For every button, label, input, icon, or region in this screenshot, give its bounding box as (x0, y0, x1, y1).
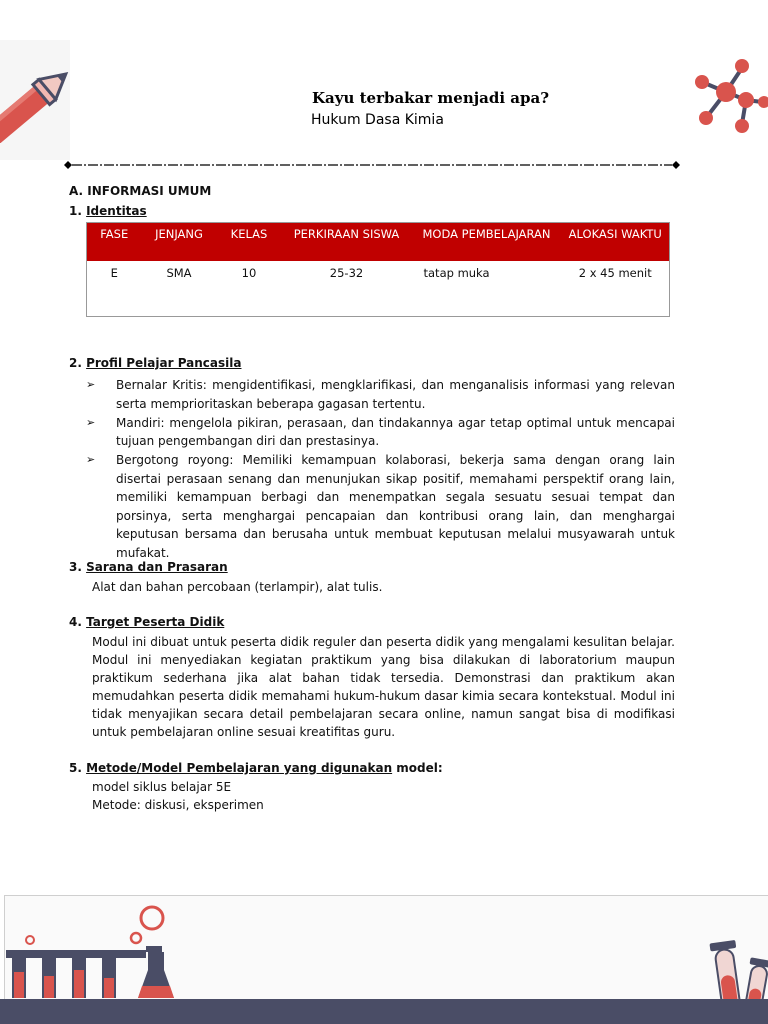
metode-number: 5. (69, 761, 87, 775)
sarana-number: 3. (69, 560, 87, 574)
header-band (0, 0, 768, 160)
identitas-heading (69, 204, 147, 218)
profil-heading (69, 356, 241, 370)
divider-line (64, 160, 680, 170)
section-a-title: A. INFORMASI UMUM (69, 184, 212, 198)
target-number: 4. (69, 615, 87, 629)
target-heading (69, 615, 224, 629)
cell-moda-pembelajaran: tatap muka (423, 265, 490, 280)
col-jenjang: JENJANG (142, 223, 217, 261)
arrow-bullet-icon: ➢ (86, 415, 96, 429)
sarana-heading (69, 560, 228, 574)
col-alokasi-waktu: ALOKASI WAKTU (562, 223, 670, 261)
list-item: ➢ Bergotong royong: Memiliki kemampuan kolaborasi, bekerja sama dengan orang lain disertai perasaan senang dan menunjukan sikap positif, memahami perspektif orang lain, memiliki kemampuan berbagi dan menempatkan segala sesuatu sesuai tempat dan porsinya, serta menghargai pencapaian dan kontribusi orang lain, dan menghargai keputusan bersama dan berusaha untuk membuat keputusan melalui musyawarah untuk mufakat. (86, 453, 675, 560)
col-moda-pembelajaran: MODA PEMBELAJARAN (412, 223, 562, 261)
cell-kelas: 10 (241, 265, 257, 280)
arrow-bullet-icon: ➢ (86, 378, 96, 391)
profil-list (86, 376, 675, 563)
target-heading-text: Target Peserta Didik (86, 615, 225, 629)
col-fase: FASE (87, 223, 142, 261)
page-title: Kayu terbakar menjadi apa? (312, 89, 550, 107)
sarana-body: Alat dan bahan percobaan (terlampir), alat tulis. (92, 580, 383, 594)
molecule-icon (684, 54, 768, 138)
metode-heading-suffix: model: (392, 761, 443, 775)
cell-jenjang: SMA (166, 265, 192, 280)
pencil-icon (0, 48, 78, 143)
identitas-number: 1. (69, 204, 87, 218)
profil-number: 2. (69, 356, 87, 370)
cell-fase: E (110, 265, 118, 280)
table-header-row (87, 223, 670, 261)
profil-heading-text: Profil Pelajar Pancasila (86, 356, 242, 370)
metode-heading (69, 761, 443, 775)
col-kelas: KELAS (217, 223, 282, 261)
lab-glassware-icon (0, 900, 200, 1000)
page-subtitle: Hukum Dasa Kimia (311, 112, 444, 128)
cell-alokasi-waktu: 2 x 45 menit (578, 265, 652, 280)
metode-line-1: model siklus belajar 5E (92, 780, 232, 794)
arrow-bullet-icon: ➢ (86, 453, 96, 466)
target-body: Modul ini dibuat untuk peserta didik reguler dan peserta didik yang mengalami kesulitan belajar. Modul ini menyediakan kegiatan praktikum yang bisa dilakukan di laboratorium maupun praktikum sederhana jika alat bahan tidak tersedia. Demonstrasi dan praktikum akan memudahkan peserta didik memahami hukum-hukum dasar kimia secara kontekstual. Modul ini tidak menyajikan secara detail pembelajaran secara online, namun sangat bisa di modifikasi untuk pembelajaran online sesuai kreatifitas guru. (92, 635, 675, 739)
metode-heading-text: Metode/Model Pembelajaran yang digunakan (86, 761, 393, 775)
cell-perkiraan-siswa: 25-32 (329, 265, 364, 280)
table-row (87, 261, 670, 317)
identitas-table (86, 222, 670, 317)
list-item: ➢ Mandiri: mengelola pikiran, perasaan, dan tindakannya agar tetap optimal untuk mencapai tujuan pengembangan diri dan prestasinya. (86, 415, 675, 448)
metode-line-2: Metode: diskusi, eksperimen (92, 798, 264, 812)
footer-bar (0, 999, 768, 1024)
col-perkiraan-siswa: PERKIRAAN SISWA (282, 223, 412, 261)
list-item: ➢ Bernalar Kritis: mengidentifikasi, mengklarifikasi, dan menganalisis informasi yang relevan serta memprioritaskan beberapa gagasan tertentu. (86, 378, 675, 411)
identitas-heading-text: Identitas (86, 204, 147, 218)
sarana-heading-text: Sarana dan Prasaran (86, 560, 228, 574)
